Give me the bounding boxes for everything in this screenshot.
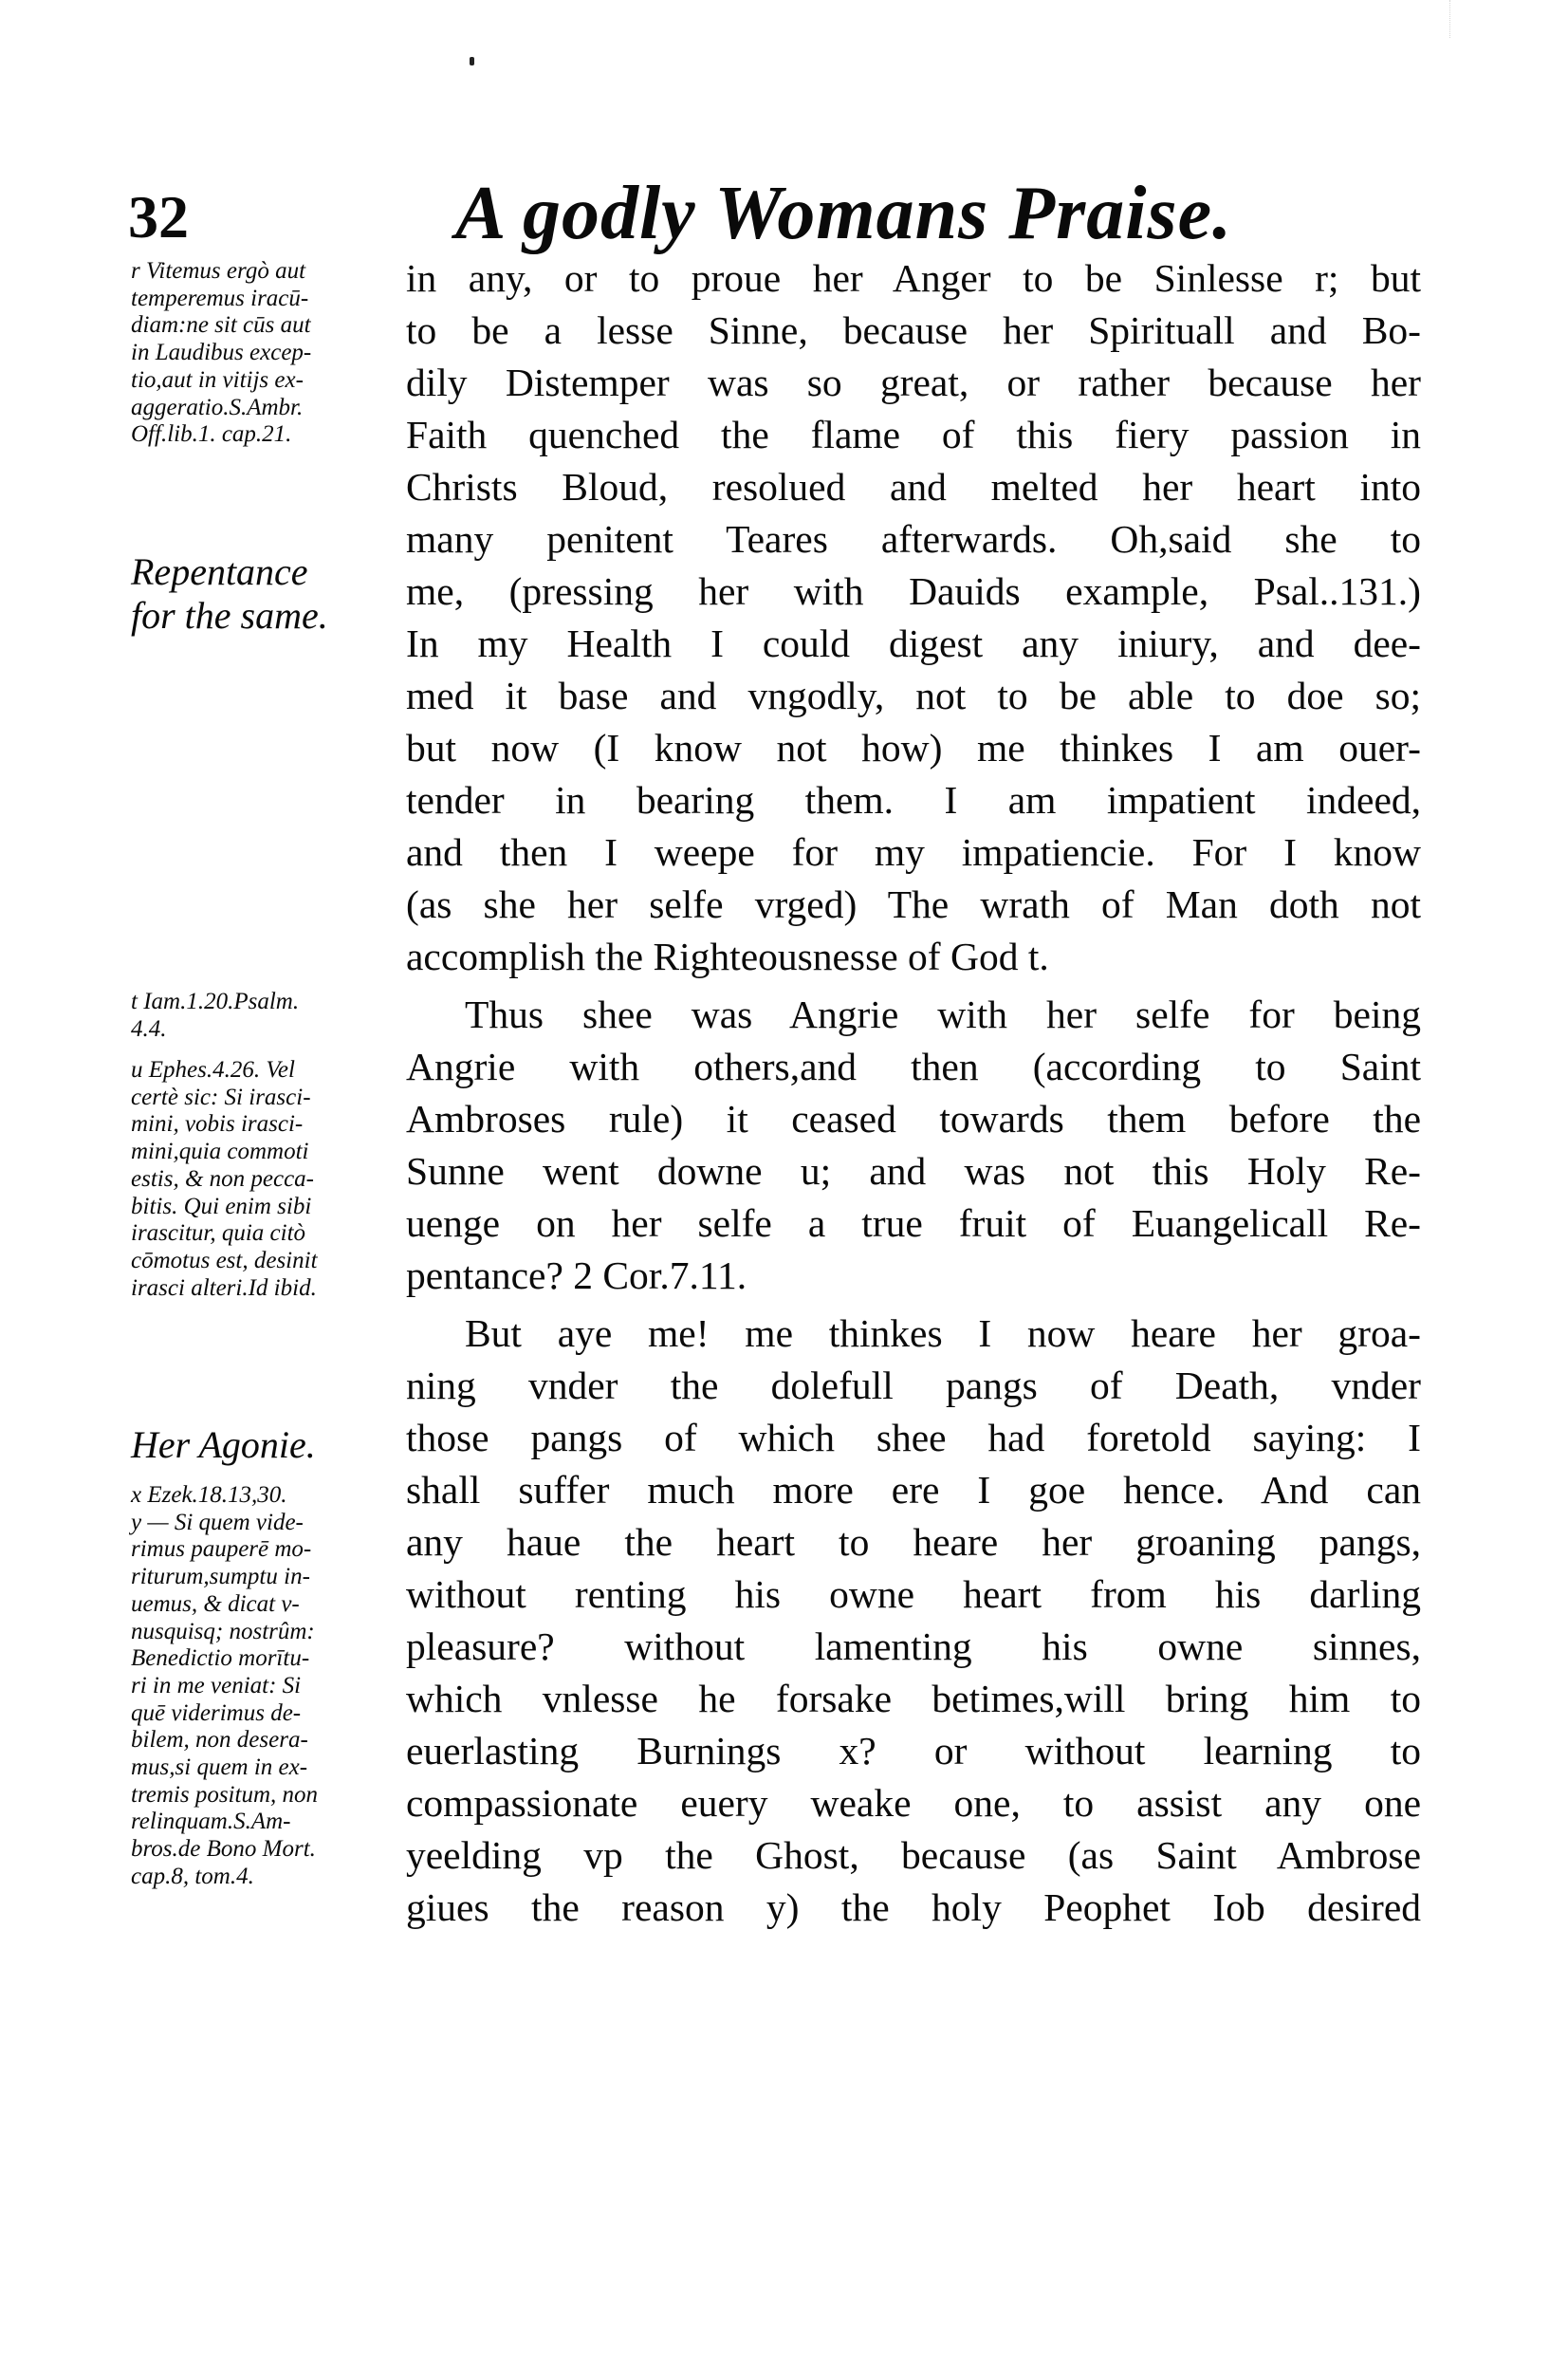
text-line: yeelding vp the Ghost, because (as Saint Ambrose bbox=[406, 1833, 1421, 1877]
margin-note-ephesians: u Ephes.4.26. Vel certè sic: Si irasci- mini, vobis irasci- mini,quia commoti estis, & non pecca- bitis. Qui enim sibi irascitur, quia citò cōmotus est, desinit irasci alteri.Id ibid. bbox=[131, 1057, 318, 1301]
paragraph-start-line: But aye me! me thinkes I now heare her groa- bbox=[465, 1311, 1421, 1355]
text-line: In my Health I could digest any iniury, and dee- bbox=[406, 622, 1421, 665]
text-line: but now (I know not how) me thinkes I am ouer- bbox=[406, 726, 1421, 770]
text-line: any haue the heart to heare her groaning pangs, bbox=[406, 1520, 1421, 1564]
page-number: 32 bbox=[128, 183, 189, 251]
text-line: in any, or to proue her Anger to be Sinlesse r; but bbox=[406, 256, 1421, 300]
text-line: those pangs of which shee had foretold saying: I bbox=[406, 1416, 1421, 1459]
text-line: euerlasting Burnings x? or without learning to bbox=[406, 1729, 1421, 1772]
text-line: ning vnder the dolefull pangs of Death, vnder bbox=[406, 1364, 1421, 1407]
text-line: Christs Bloud, resolued and melted her heart into bbox=[406, 465, 1421, 509]
text-line: uenge on her selfe a true fruit of Euangelicall Re- bbox=[406, 1201, 1421, 1245]
text-line: many penitent Teares afterwards. Oh,said she to bbox=[406, 517, 1421, 561]
text-line: (as she her selfe vrged) The wrath of Man doth not bbox=[406, 882, 1421, 926]
paragraph-start-line: Thus shee was Angrie with her selfe for being bbox=[465, 993, 1421, 1036]
margin-heading-repentance: Repentance for the same. bbox=[131, 550, 328, 637]
text-line: Ambroses rule) it ceased towards them before the bbox=[406, 1097, 1421, 1141]
running-title: A godly Womans Praise. bbox=[455, 172, 1233, 255]
text-line: pentance? 2 Cor.7.11. bbox=[406, 1253, 747, 1297]
margin-heading-agonie: Her Agonie. bbox=[131, 1423, 316, 1466]
text-line: giues the reason y) the holy Peophet Iob desired bbox=[406, 1885, 1421, 1929]
text-line: med it base and vngodly, not to be able to doe so; bbox=[406, 674, 1421, 717]
text-line: and then I weepe for my impatiencie. For I know bbox=[406, 830, 1421, 874]
text-line: dily Distemper was so great, or rather because her bbox=[406, 361, 1421, 404]
text-line: Faith quenched the flame of this fiery passion in bbox=[406, 413, 1421, 456]
text-line: me, (pressing her with Dauids example, Psal..131.) bbox=[406, 569, 1421, 613]
text-line: tender in bearing them. I am impatient indeed, bbox=[406, 778, 1421, 822]
text-line: Sunne went downe u; and was not this Holy Re- bbox=[406, 1149, 1421, 1193]
page-header bbox=[0, 152, 1568, 256]
text-line: accomplish the Righteousnesse of God t. bbox=[406, 935, 1049, 978]
ink-speck bbox=[470, 57, 474, 65]
page-edge-marks bbox=[1449, 0, 1467, 38]
text-line: which vnlesse he forsake betimes,will bring him to bbox=[406, 1677, 1421, 1720]
text-line: without renting his owne heart from his darling bbox=[406, 1572, 1421, 1616]
text-line: pleasure? without lamenting his owne sinnes, bbox=[406, 1624, 1421, 1668]
margin-note-james: t Iam.1.20.Psalm. 4.4. bbox=[131, 989, 300, 1042]
text-line: to be a lesse Sinne, because her Spirituall and Bo- bbox=[406, 308, 1421, 352]
margin-note-ezekiel-ambrose: x Ezek.18.13,30. y — Si quem vide- rimus pauperē mo- riturum,sumptu in- uemus, & dicat v- nusquisq; nostrûm: Benedictio morītu- ri in me veniat: Si quē viderimus de- bilem, non desera- mus,si quem in ex- tremis positum, non relinquam.S.Am- bros.de Bono Mort. cap.8, tom.4. bbox=[131, 1482, 318, 1889]
text-line: Angrie with others,and then (according to Saint bbox=[406, 1045, 1421, 1088]
text-line: shall suffer much more ere I goe hence. And can bbox=[406, 1468, 1421, 1512]
margin-note-ambrose-offices: r Vitemus ergò aut temperemus iracū- diam:ne sit cūs aut in Laudibus excep- tio,aut in vitijs ex- aggeratio.S.Ambr. Off.lib.1. cap.21. bbox=[131, 258, 312, 448]
text-line: compassionate euery weake one, to assist any one bbox=[406, 1781, 1421, 1825]
